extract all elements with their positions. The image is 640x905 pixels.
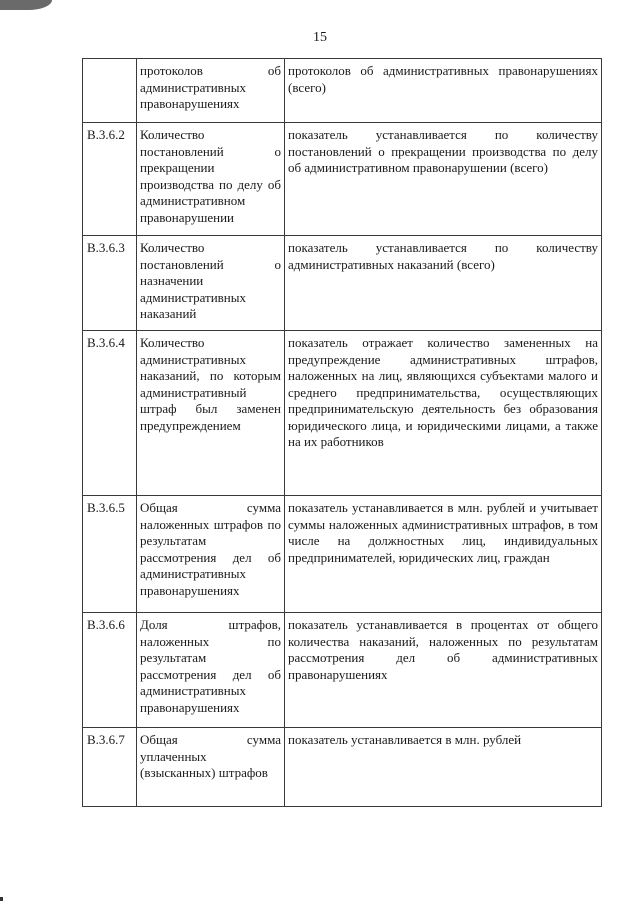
indicator-description: показатель устанавливается по количеству административных наказаний (всего) [285,236,602,331]
scan-artifact-dot [0,897,3,901]
indicator-code: В.3.6.6 [83,613,137,728]
indicator-description: показатель устанавливается в процентах от общего количества наказаний, наложенных по результатам рассмотрения дел об административных правонарушениях [285,613,602,728]
indicator-name: Количество постановлений о назначении административных наказаний [137,236,285,331]
indicator-code: В.3.6.5 [83,496,137,613]
indicator-name: Количество постановлений о прекращении производства по делу об административном правонарушении [137,123,285,236]
indicator-description: протоколов об административных правонарушениях (всего) [285,59,602,123]
page-number: 15 [313,30,327,45]
table-row [83,123,602,236]
table-row [83,613,602,728]
indicators-table [82,58,602,807]
indicator-name: протоколов об административных правонарушениях [137,59,285,123]
indicator-name: Доля штрафов, наложенных по результатам рассмотрения дел об административных правонарушениях [137,613,285,728]
indicator-description: показатель устанавливается в млн. рублей и учитывает суммы наложенных административных штрафов, в том числе на должностных лиц, индивидуальных предпринимателей, юридических лиц, граждан [285,496,602,613]
indicator-code: В.3.6.4 [83,331,137,496]
indicator-description: показатель устанавливается в млн. рублей [285,728,602,807]
indicator-name: Общая сумма наложенных штрафов по результатам рассмотрения дел об административных правонарушениях [137,496,285,613]
indicator-name: Общая сумма уплаченных (взысканных) штрафов [137,728,285,807]
table-row [83,496,602,613]
indicator-description: показатель устанавливается по количеству постановлений о прекращении производства по делу об административном правонарушении (всего) [285,123,602,236]
scan-artifact [0,0,52,10]
table-row [83,728,602,807]
indicator-code [83,59,137,123]
table-row [83,331,602,496]
indicator-code: В.3.6.7 [83,728,137,807]
indicator-code: В.3.6.3 [83,236,137,331]
indicator-name: Количество административных наказаний, по которым административный штраф был заменен предупреждением [137,331,285,496]
indicator-description: показатель отражает количество замененных на предупреждение административных штрафов, наложенных на лиц, являющихся субъектами малого и среднего предпринимательства, осуществляющих предпринимательскую деятельность без образования юридического лица, и юридическими лицами, а также на их работников [285,331,602,496]
table-row [83,59,602,123]
indicator-code: В.3.6.2 [83,123,137,236]
table-row [83,236,602,331]
